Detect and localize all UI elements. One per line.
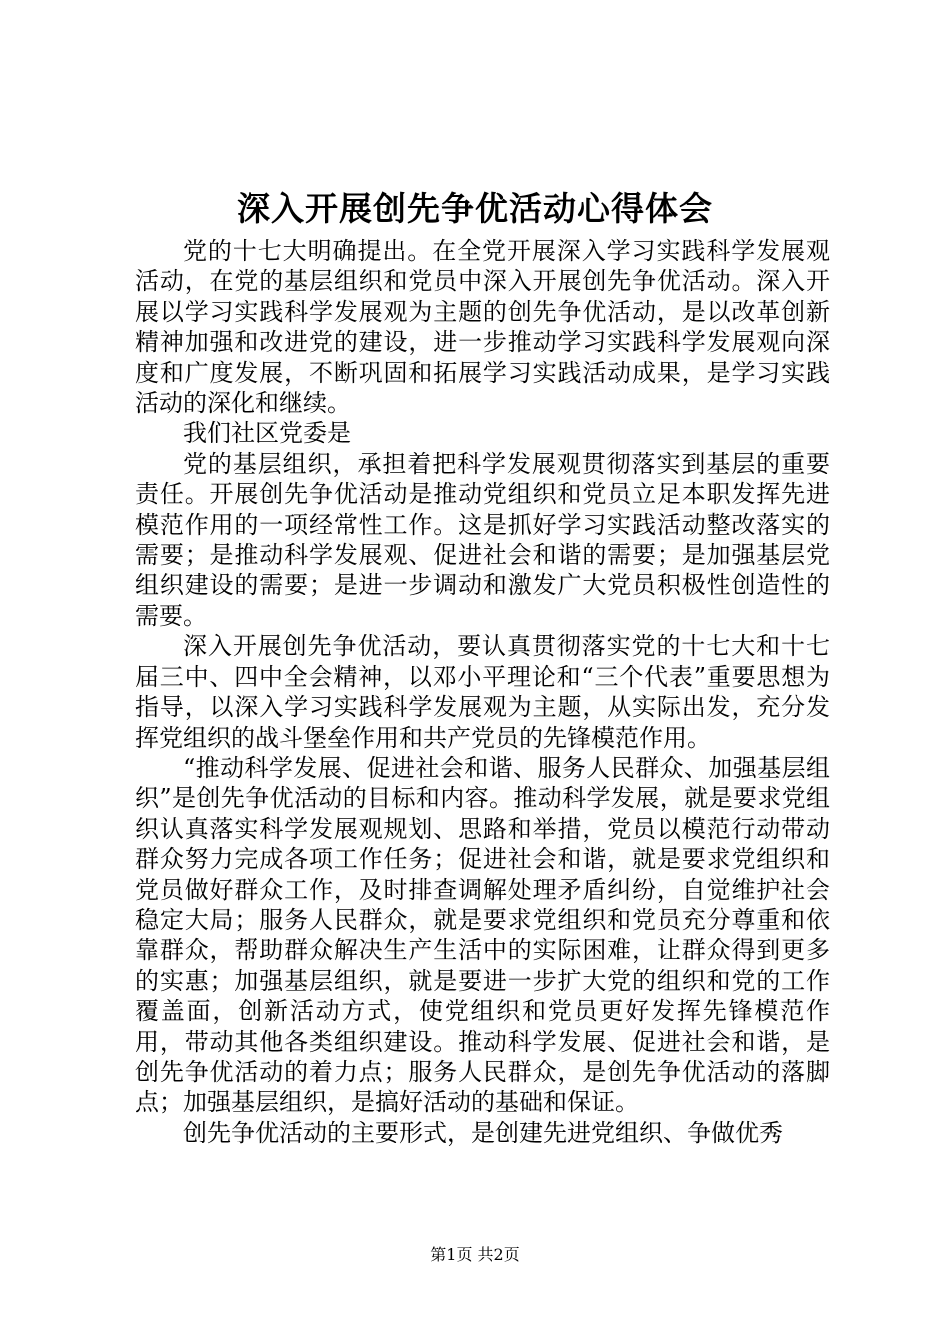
document-title: 深入开展创先争优活动心得体会 — [237, 189, 713, 228]
page-number-footer: 第1页 共2页 — [430, 1245, 520, 1264]
paragraph: 党的基层组织，承担着把科学发展观贯彻落实到基层的重要责任。开展创先争优活动是推动党组织和党员立足本职发挥先进模范作用的一项经常性工作。这是抓好学习实践活动整改落实的需要；是推动科学发展观、促进社会和谐的需要；是加强基层党组织建设的需要；是进一步调动和激发广大党员积极性创造性的需要。 — [135, 449, 830, 630]
document-body — [135, 236, 830, 1148]
paragraph: 党的十七大明确提出。在全党开展深入学习实践科学发展观活动，在党的基层组织和党员中深入开展创先争优活动。深入开展以学习实践科学发展观为主题的创先争优活动，是以改革创新精神加强和改进党的建设，进一步推动学习实践科学发展观向深度和广度发展，不断巩固和拓展学习实践活动成果，是学习实践活动的深化和继续。 — [135, 237, 830, 418]
paragraph: 深入开展创先争优活动，要认真贯彻落实党的十七大和十七届三中、四中全会精神，以邓小平理论和“三个代表”重要思想为指导，以深入学习实践科学发展观为主题，从实际出发，充分发挥党组织的战斗堡垒作用和共产党员的先锋模范作用。 — [135, 632, 830, 752]
paragraph: 创先争优活动的主要形式，是创建先进党组织、争做优秀 — [183, 1118, 783, 1147]
paragraph: 我们社区党委是 — [183, 419, 351, 448]
paragraph: “推动科学发展、促进社会和谐、服务人民群众、加强基层组织”是创先争优活动的目标和内容。推动科学发展，就是要求党组织认真落实科学发展观规划、思路和举措，党员以模范行动带动群众努力完成各项工作任务；促进社会和谐，就是要求党组织和党员做好群众工作，及时排查调解处理矛盾纠纷，自觉维护社会稳定大局；服务人民群众，就是要求党组织和党员充分尊重和依靠群众，帮助群众解决生产生活中的实际困难，让群众得到更多的实惠；加强基层组织，就是要进一步扩大党的组织和党的工作覆盖面，创新活动方式，使党组织和党员更好发挥先锋模范作用，带动其他各类组织建设。推动科学发展、促进社会和谐，是创先争优活动的着力点；服务人民群众，是创先争优活动的落脚点；加强基层组织，是搞好活动的基础和保证。 — [135, 753, 830, 1117]
